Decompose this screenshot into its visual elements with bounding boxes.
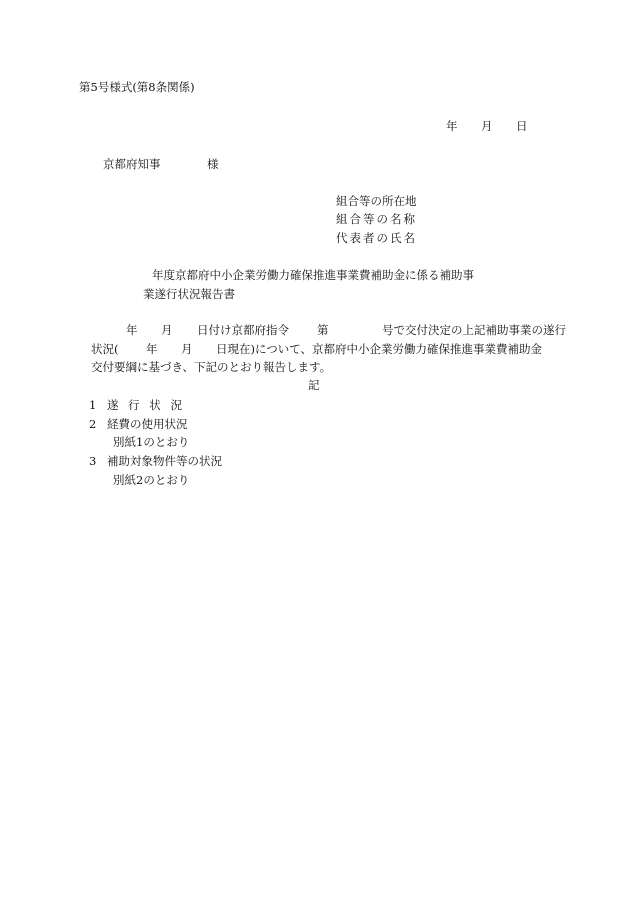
body-line1-year: 年: [126, 323, 138, 337]
date-day-label: 日: [516, 119, 528, 133]
body-line1-rest: 号で交付決定の上記補助事業の遂行: [382, 323, 566, 337]
item-3-detail: 別紙2のとおり: [113, 473, 190, 487]
body-line2-status: 状況(: [91, 342, 119, 356]
item-1-number: 1: [89, 398, 97, 412]
body-line2-rest: 日現在)について、京都府中小企業労働力確保推進事業費補助金: [216, 342, 543, 356]
date-month-label: 月: [481, 119, 493, 133]
item-1-title: 遂 行 状 況: [107, 398, 185, 412]
item-2-number: 2: [89, 417, 97, 431]
item-3-title: 補助対象物件等の状況: [107, 454, 222, 468]
addressee-title: 京都府知事: [103, 157, 161, 171]
body-line1-month: 月: [161, 323, 173, 337]
addressee-honorific: 様: [207, 157, 219, 171]
item-3-number: 3: [89, 454, 97, 468]
sender-name-label: 組合等の名称: [336, 212, 417, 226]
body-line1-number-prefix: 第: [317, 323, 329, 337]
body-line2-year: 年: [146, 342, 158, 356]
form-number: 第5号様式(第8条関係): [79, 80, 195, 94]
sender-representative-label: 代表者の氏名: [336, 231, 417, 245]
item-2-detail: 別紙1のとおり: [113, 435, 190, 449]
body-line2-month: 月: [181, 342, 193, 356]
sender-address-label: 組合等の所在地: [336, 194, 417, 208]
ki-heading: 記: [308, 378, 320, 392]
doc-title-line2: 業遂行状況報告書: [143, 287, 235, 301]
body-line1-directive: 日付け京都府指令: [197, 323, 289, 337]
date-year-label: 年: [446, 119, 458, 133]
item-2-title: 経費の使用状況: [107, 417, 188, 431]
doc-title-line1: 年度京都府中小企業労働力確保推進事業費補助金に係る補助事: [152, 268, 474, 282]
body-line3: 交付要綱に基づき、下記のとおり報告します。: [91, 360, 332, 374]
